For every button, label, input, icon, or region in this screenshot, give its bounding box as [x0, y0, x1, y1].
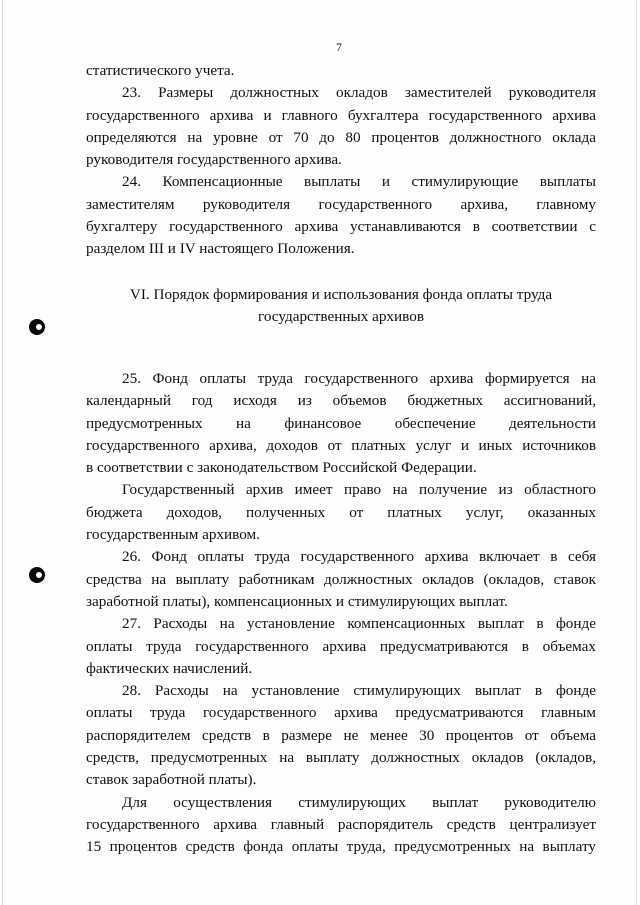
scan-edge-left [2, 0, 3, 905]
text-block-section-v [86, 60, 596, 261]
section-heading [86, 284, 596, 329]
paragraph-archive-right-start: Государственный архив имеет право на получение из областного [122, 481, 596, 499]
scan-edge-right [636, 0, 637, 905]
text-line: предусмотренных на финансовое обеспечение деятельности [86, 414, 596, 432]
text-line: бюджета доходов, полученных от платных услуг, оказанных [86, 503, 596, 521]
text-line: 15 процентов средств фонда оплаты труда, предусмотренных на выплату [86, 838, 596, 856]
text-line: определяются на уровне от 70 до 80 процентов должностного оклада [86, 128, 596, 146]
text-line: в соответствии с законодательством Российской Федерации. [86, 459, 477, 477]
paragraph-centralization-start: Для осуществления стимулирующих выплат руководителю [122, 793, 596, 811]
text-line: государственным архивом. [86, 526, 260, 544]
paragraph-27-start: 27. Расходы на установление компенсационных выплат в фонде [122, 615, 596, 633]
paragraph-25-start: 25. Фонд оплаты труда государственного архива формируется на [122, 370, 596, 387]
text-line: календарный год исходя из объемов бюджетных ассигнований, [86, 392, 596, 410]
text-line: государственного архива, доходов от платных услуг и иных источников [86, 436, 596, 454]
text-line: заместителям руководителя государственного архива, главному [86, 195, 596, 213]
text-line: средств, предусмотренных на выплату должностных окладов (окладов, [86, 749, 596, 767]
section-heading-line-2: государственных архивов [257, 308, 424, 326]
text-line: средства на выплату работникам должностных окладов (окладов, ставок [86, 570, 596, 588]
text-line: заработной платы), компенсационных и стимулирующих выплат. [86, 592, 508, 610]
section-heading-line-1: VI. Порядок формирования и использования фонда оплаты труда [129, 286, 553, 303]
text-line: оплаты труда государственного архива предусматриваются главным [86, 704, 596, 722]
punch-hole-icon [29, 319, 45, 335]
text-line: оплаты труда государственного архива предусматриваются в объемах [86, 637, 596, 655]
paragraph-24-start: 24. Компенсационные выплаты и стимулирующие выплаты [122, 173, 596, 191]
punch-hole-icon [29, 567, 45, 583]
text-block-section-vi [86, 368, 596, 859]
page-number: 7 [336, 40, 342, 54]
text-line: бухгалтеру государственного архива устанавливаются в соответствии с [86, 218, 596, 236]
paragraph-23-start: 23. Размеры должностных окладов заместителей руководителя [122, 84, 596, 102]
text-line: ставок заработной платы). [86, 771, 257, 789]
text-line: статистического учета. [86, 62, 235, 79]
text-line: руководителя государственного архива. [86, 151, 342, 169]
text-line: фактических начислений. [86, 659, 253, 677]
paragraph-28-start: 28. Расходы на установление стимулирующих выплат в фонде [122, 682, 596, 700]
text-line: государственного архива главный распорядитель средств централизует [86, 815, 596, 833]
text-line: распорядителем средств в размере не менее 30 процентов от объема [86, 726, 596, 744]
text-line: государственного архива и главного бухгалтера государственного архива [86, 106, 596, 124]
paragraph-26-start: 26. Фонд оплаты труда государственного архива включает в себя [122, 548, 596, 566]
text-line: разделом III и IV настоящего Положения. [86, 240, 355, 258]
